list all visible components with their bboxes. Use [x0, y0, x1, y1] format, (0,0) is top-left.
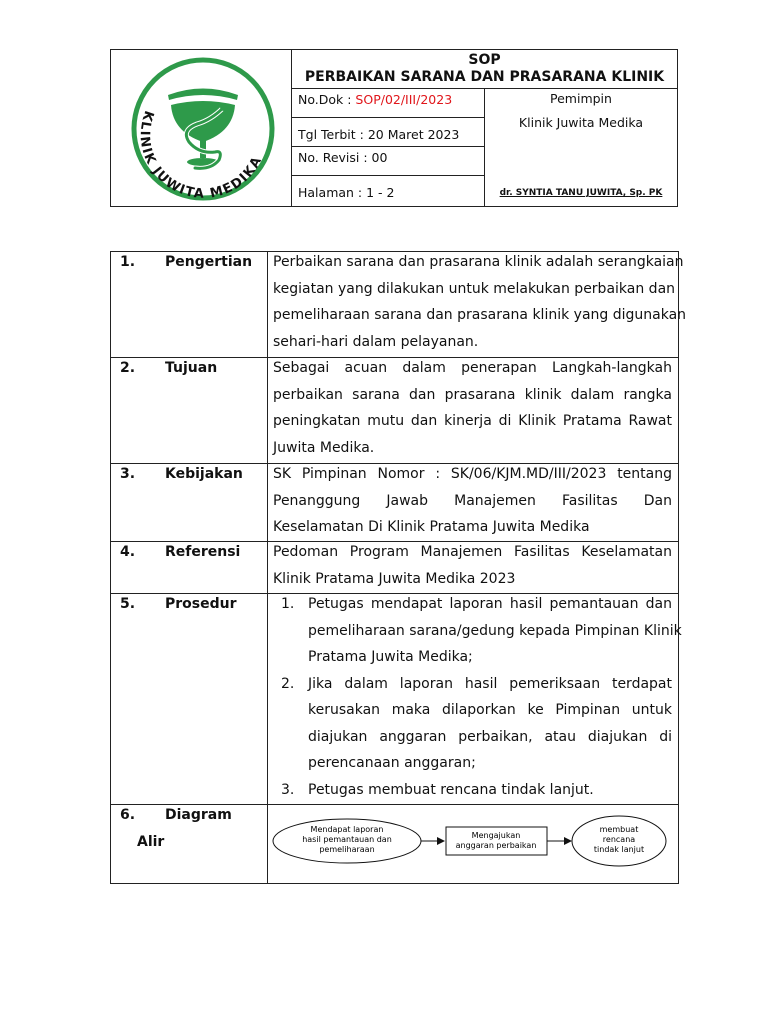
signer-org: Klinik Juwita Medika — [518, 115, 644, 130]
no-dok-label: No.Dok : — [298, 92, 356, 107]
text-line: Petugas membuat rencana tindak lanjut. — [308, 781, 594, 798]
column-divider — [267, 252, 268, 883]
text-line: SK Pimpinan Nomor : SK/06/KJM.MD/III/2023 tentang — [273, 466, 672, 482]
list-item — [273, 777, 672, 804]
no-dok-row — [292, 89, 484, 118]
signer-role: Pemimpin — [550, 91, 612, 106]
flow-node-text: Mendapat laporan — [310, 825, 384, 834]
text-line: pemeliharaan sarana/gedung kepada Pimpinan Klinik — [308, 622, 682, 639]
section-label-pengertian: Pengertian — [165, 254, 253, 270]
flow-node-text: pemeliharaan — [319, 845, 375, 854]
text-line: pemeliharaan sarana dan prasarana klinik yang digunakan — [273, 307, 687, 323]
logo-text: KLINIK JUWITA MEDIKA — [136, 108, 266, 202]
flow-node-text: tindak lanjut — [593, 845, 645, 854]
halaman: Halaman : 1 - 2 — [298, 185, 395, 200]
flow-node-text: rencana — [602, 835, 636, 844]
clinic-logo — [111, 50, 291, 206]
no-dok-value: SOP/02/III/2023 — [355, 92, 453, 107]
text-line: Keselamatan Di Klinik Pratama Juwita Medika — [273, 519, 590, 535]
logo-cell — [111, 50, 292, 206]
section-label-kebijakan: Kebijakan — [165, 466, 243, 482]
section-body-referensi — [273, 539, 672, 592]
no-revisi: No. Revisi : 00 — [292, 147, 484, 176]
text-line: Pratama Juwita Medika; — [308, 649, 473, 665]
section-label-alir: Alir — [137, 834, 165, 850]
text-line: sehari-hari dalam pelayanan. — [273, 333, 479, 350]
list-item — [273, 671, 672, 777]
section-body-tujuan — [273, 355, 672, 461]
text-line: Sebagai acuan dalam penerapan Langkah-langkah — [273, 360, 672, 376]
text-line: kegiatan yang dilakukan untuk melakukan perbaikan dan — [273, 280, 676, 297]
row-divider — [111, 804, 678, 805]
text-line: peningkatan mutu dan kinerja di Klinik Pratama Rawat — [273, 413, 672, 429]
text-line: kerusakan maka dilaporkan ke Pimpinan untuk — [308, 702, 672, 718]
section-number: 4. — [120, 544, 136, 560]
sop-header-table — [110, 49, 678, 207]
section-number: 2. — [120, 360, 136, 376]
list-item — [273, 591, 682, 671]
text-line: Juwita Medika. — [273, 439, 375, 456]
step-number: 3. — [281, 781, 295, 798]
section-number: 3. — [120, 466, 136, 482]
signature-block — [485, 89, 677, 206]
text-line: Penanggung Jawab Manajemen Fasilitas Dan — [273, 492, 672, 509]
section-body-kebijakan — [273, 461, 672, 541]
section-label-diagram: Diagram — [165, 807, 232, 823]
tgl-terbit: Tgl Terbit : 20 Maret 2023 — [292, 118, 484, 147]
text-line: diajukan anggaran perbaikan, atau diajukan di — [308, 728, 672, 745]
text-line: Petugas mendapat laporan hasil pemantauan dan — [308, 596, 672, 612]
flow-diagram — [268, 808, 678, 884]
text-line: perbaikan sarana dan prasarana klinik dalam rangka — [273, 386, 672, 403]
section-body-prosedur — [273, 591, 682, 803]
signer-name: dr. SYNTIA TANU JUWITA, Sp. PK — [499, 188, 663, 198]
step-number: 2. — [281, 675, 295, 692]
document-info — [292, 89, 485, 206]
text-line: Jika dalam laporan hasil pemeriksaan terdapat — [308, 675, 672, 692]
sop-content-table — [110, 251, 687, 884]
text-line: Perbaikan sarana dan prasarana klinik adalah serangkaian — [273, 254, 684, 270]
page-title: PERBAIKAN SARANA DAN PRASARANA KLINIK — [304, 69, 665, 85]
flow-node-text: anggaran perbaikan — [455, 841, 537, 850]
document-title-block — [292, 50, 677, 89]
procedure-list — [273, 591, 682, 803]
section-number: 6. — [120, 807, 136, 823]
section-label-prosedur: Prosedur — [165, 596, 237, 612]
step-number: 1. — [281, 596, 295, 612]
section-number: 5. — [120, 596, 136, 612]
section-body-pengertian — [273, 249, 687, 355]
flow-node-text: hasil pemantauan dan — [302, 835, 392, 844]
text-line: perencanaan anggaran; — [308, 755, 476, 771]
flow-node-text: Mengajukan — [471, 831, 521, 840]
section-label-referensi: Referensi — [165, 544, 241, 560]
section-number: 1. — [120, 254, 136, 270]
text-line: Klinik Pratama Juwita Medika 2023 — [273, 570, 516, 587]
doc-type: SOP — [468, 52, 501, 68]
section-label-tujuan: Tujuan — [165, 360, 218, 376]
text-line: Pedoman Program Manajemen Fasilitas Keselamatan — [273, 544, 672, 560]
flow-node-text: membuat — [599, 825, 639, 834]
